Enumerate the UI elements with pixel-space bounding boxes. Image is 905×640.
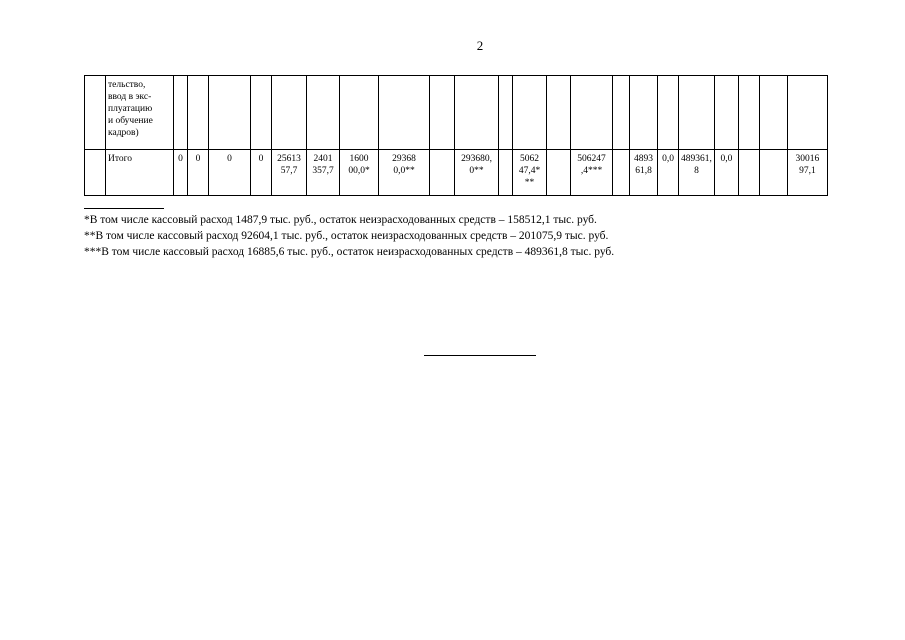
table-cell: 1600 00,0*	[340, 150, 379, 196]
table-cell: 0	[174, 150, 188, 196]
footnote: ***В том числе кассовый расход 16885,6 тыс. руб., остаток неизрасходованных средств – 489361,8 тыс. руб.	[84, 246, 615, 258]
table-cell	[630, 76, 658, 150]
table-row	[85, 150, 828, 196]
table-cell: 5062 47,4* **	[513, 150, 547, 196]
table-cell	[738, 76, 759, 150]
table-cell	[547, 76, 571, 150]
footnote: *В том числе кассовый расход 1487,9 тыс. руб., остаток неизрасходованных средств – 158512,1 тыс. руб.	[84, 214, 597, 226]
table-cell: 0	[251, 150, 272, 196]
table-cell	[85, 76, 106, 150]
table-cell	[430, 150, 455, 196]
table-cell	[547, 150, 571, 196]
table-cell: 30016 97,1	[787, 150, 827, 196]
footnotes	[84, 212, 614, 260]
table-cell: 293680, 0**	[455, 150, 499, 196]
table-cell	[174, 76, 188, 150]
table-cell: 0	[209, 150, 251, 196]
page-number: 2	[476, 38, 484, 53]
table-cell: 0,0	[714, 150, 738, 196]
table-cell	[759, 76, 787, 150]
table-cell	[679, 76, 715, 150]
table-cell	[571, 76, 613, 150]
table-cell	[455, 76, 499, 150]
table-cell	[787, 76, 827, 150]
table-cell	[613, 150, 630, 196]
table-cell: 489361, 8	[679, 150, 715, 196]
table-cell	[738, 150, 759, 196]
table-cell: 25613 57,7	[272, 150, 307, 196]
table-cell	[307, 76, 340, 150]
table-cell	[499, 150, 513, 196]
table-cell	[513, 76, 547, 150]
table-cell	[759, 150, 787, 196]
table-row	[85, 76, 828, 150]
table-cell: 2401 357,7	[307, 150, 340, 196]
table-cell	[251, 76, 272, 150]
table-cell	[658, 76, 679, 150]
row-label: Итого	[106, 150, 174, 196]
table-cell: 0	[188, 150, 209, 196]
table-cell: 506247 ,4***	[571, 150, 613, 196]
footnote-divider	[84, 208, 164, 209]
end-divider	[424, 355, 536, 356]
budget-table	[84, 75, 828, 196]
table-cell	[85, 150, 106, 196]
row-label: тельство, ввод в экс- плуатацию и обучение кадров)	[106, 76, 174, 150]
table-cell: 4893 61,8	[630, 150, 658, 196]
table-cell	[613, 76, 630, 150]
table-cell: 29368 0,0**	[379, 150, 430, 196]
table-cell	[188, 76, 209, 150]
table-cell	[499, 76, 513, 150]
table-cell	[430, 76, 455, 150]
table-cell	[379, 76, 430, 150]
table-cell	[272, 76, 307, 150]
table-cell: 0,0	[658, 150, 679, 196]
table-cell	[209, 76, 251, 150]
footnote: **В том числе кассовый расход 92604,1 тыс. руб., остаток неизрасходованных средств – 201075,9 тыс. руб.	[84, 230, 609, 242]
table-cell	[714, 76, 738, 150]
table-cell	[340, 76, 379, 150]
